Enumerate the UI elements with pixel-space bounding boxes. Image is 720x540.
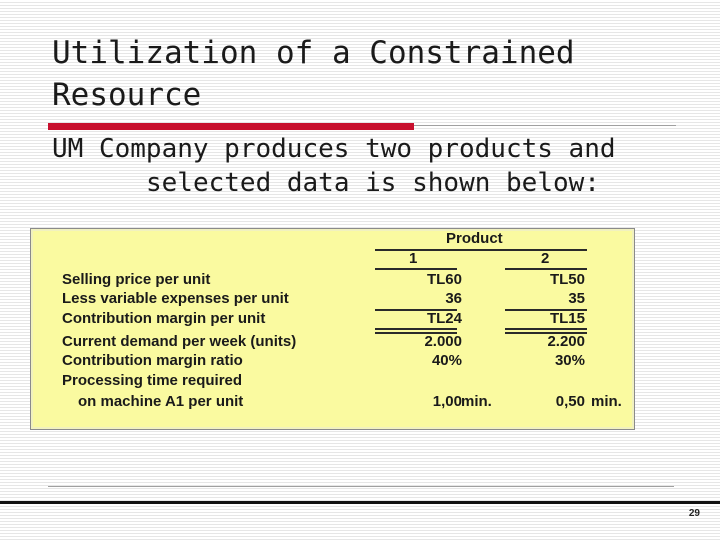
product-1-header-underline <box>375 268 457 270</box>
footer-rule-black <box>0 501 720 504</box>
slide-subtitle <box>52 132 672 200</box>
row-value-selling-price-product-2: TL50 <box>549 271 585 288</box>
product-group-header: Product <box>446 230 503 247</box>
row-value-variable-expenses-product-2: 35 <box>568 290 585 307</box>
subtitle-line-1: UM Company produces two products and <box>52 134 616 164</box>
total-double-rule-1a-product-1 <box>375 328 457 330</box>
row-label-selling-price: Selling price per unit <box>62 271 211 288</box>
data-table-panel <box>30 228 635 430</box>
product-1-header: 1 <box>409 250 418 267</box>
row-value-cm-ratio-product-2: 30% <box>554 352 585 369</box>
title-underline-gray <box>414 125 676 126</box>
row-value-selling-price-product-1: TL60 <box>426 271 462 288</box>
row-label-machine-a1: on machine A1 per unit <box>78 393 244 410</box>
total-double-rule-1a-product-2 <box>505 328 587 330</box>
page-number: 29 <box>688 508 700 519</box>
row-label-contribution-margin: Contribution margin per unit <box>62 310 266 327</box>
row-label-cm-ratio: Contribution margin ratio <box>62 352 243 369</box>
row-value-machine-a1-product-1: 1,00 <box>432 393 462 410</box>
row-value-current-demand-product-1: 2.000 <box>424 333 462 350</box>
title-underline-red <box>48 123 414 130</box>
row-unit-machine-a1-product-1: min. <box>461 393 492 410</box>
row-value-contribution-margin-product-1: TL24 <box>426 310 462 327</box>
row-label-current-demand: Current demand per week (units) <box>62 333 297 350</box>
row-unit-machine-a1-product-2: min. <box>591 393 622 410</box>
slide-title: Utilization of a Constrained Resource <box>52 35 575 113</box>
product-2-header-underline <box>505 268 587 270</box>
row-value-cm-ratio-product-1: 40% <box>431 352 462 369</box>
footer-rule-gray <box>48 486 674 487</box>
row-value-contribution-margin-product-2: TL15 <box>549 310 585 327</box>
row-value-current-demand-product-2: 2.200 <box>547 333 585 350</box>
row-label-variable-expenses: Less variable expenses per unit <box>62 290 289 307</box>
row-label-processing-time: Processing time required <box>62 372 243 389</box>
product-2-header: 2 <box>541 250 550 267</box>
row-value-variable-expenses-product-1: 36 <box>445 290 462 307</box>
row-value-machine-a1-product-2: 0,50 <box>555 393 585 410</box>
header-rule <box>375 249 587 251</box>
subtitle-line-2: selected data is shown below: <box>146 168 600 198</box>
